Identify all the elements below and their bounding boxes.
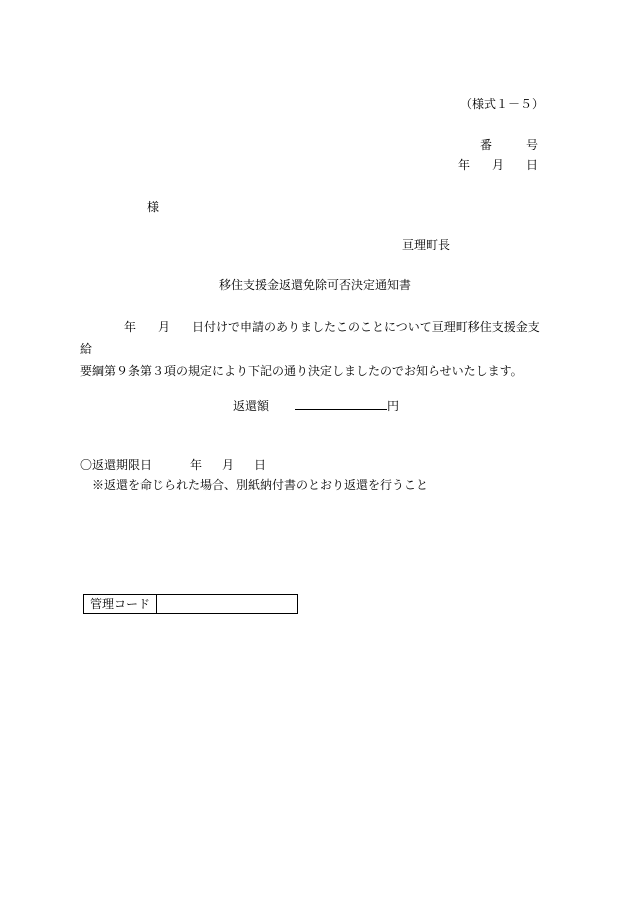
management-code-label: 管理コード	[84, 595, 157, 614]
form-number-label: （様式１－５）	[459, 97, 544, 111]
addressee: 様	[147, 200, 160, 214]
refund-deadline-month: 月	[222, 458, 235, 472]
issue-date-year: 年	[458, 158, 471, 172]
body-month: 月	[158, 320, 171, 334]
issue-date-day: 日	[526, 158, 539, 172]
document-title: 移住支援金返還免除可否決定通知書	[218, 278, 411, 292]
refund-deadline-day: 日	[254, 458, 267, 472]
refund-amount-unit: 円	[387, 399, 400, 413]
sender-name: 亘理町長	[402, 238, 451, 252]
issue-date	[458, 157, 538, 173]
management-code-table	[83, 594, 298, 614]
management-code-value	[157, 595, 298, 614]
issue-date-month: 月	[492, 158, 505, 172]
body-text	[80, 316, 550, 382]
body-line1: 日付けで申請のありましたこのことについて亘理町移住支援金支給	[80, 320, 540, 356]
refund-amount-row	[233, 397, 399, 414]
refund-deadline	[80, 457, 266, 473]
issue-number	[480, 137, 538, 153]
refund-note: ※返還を命じられた場合、別紙納付書のとおり返還を行うこと	[92, 478, 429, 492]
body-year: 年	[124, 320, 137, 334]
refund-amount-blank	[295, 397, 387, 410]
refund-deadline-label: 〇返還期限日	[80, 458, 153, 472]
issue-number-ban: 番	[480, 138, 493, 152]
issue-number-go: 号	[526, 138, 539, 152]
refund-deadline-year: 年	[190, 458, 203, 472]
refund-amount-label: 返還額	[233, 399, 270, 413]
body-line2: 要綱第９条第３項の規定により下記の通り決定しましたのでお知らせいたします。	[80, 364, 523, 378]
